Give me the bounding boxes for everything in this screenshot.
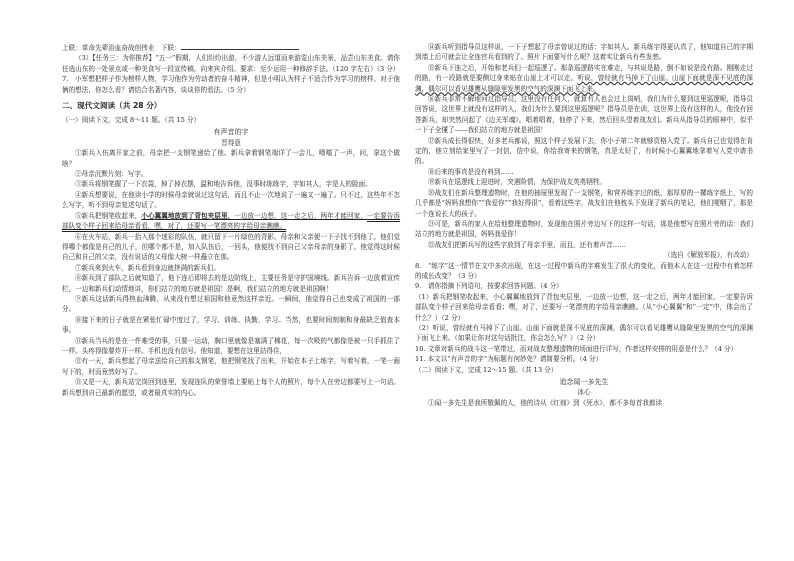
question-9-2: （2）听说，曾经就有马掉下了山崖。山崖下面就是深不见底的深渊，偶尔可以看见雄鹰从缝隙里发黑的空气的深渊下面飞上来。（如果让你对这句话批注，你会怎么写？）（2 分） [415,323,753,343]
paragraph-9: ⑨新兵这话新兵得热血沸腾，从来没有想过祖国和他竟然这样亲近。一瞬间，他觉得自己也变成了祖国的一部分。 [62,294,400,314]
article-source: （选自《解放军报》，有改动） [663,251,753,260]
paragraph-13: ⑬又是一天，新兵站完岗回到连里，发现连队的荣誉墙上要贴上每个人的照片，每个人在旁边都要写上一句话。新兵想到自己最新的愿望，或者最真实的内心。 [62,378,400,397]
paragraph-16: ⑯新兵非常不解地问过指导员，这里没有任何人，就算有人也会过上岗哨，我们为什么要到这里巡逻呢，指导员回答说，这世界上就没有这样的人，我们为什么要到这里巡逻呢？指导员是在训，这世界上没有这样的人，他没有回答新兵，却突然问起了《边关军魂》。唱着唱着，他停了下来，然后回头望着战友们。新兵从指导员的眼神中，似乎一下子全懂了——我们站立的地方就是祖国！ [415,95,753,135]
paragraph-17: ⑰新兵成长得很快，好多老兵都说，照这个样子发展下去，你小子第二年就够资格入党了。新兵自己也觉得在肯定的，他立刻给家里写了一封信，信中说，你给我寄来的钢笔，真是太好了，有时候小心翼翼地拿着写入党申请书的。 [415,136,753,166]
paragraph-12: ⑫有一天，新兵想起了母亲送给自己的那支钢笔，他把钢笔找了出来，开始在本子上练字，写着写着，一笔一画写下的，时而竟然好写了。 [62,357,400,376]
reading-instruction-2: （二）阅读下文，完成 12～15 题。（共 13 分） [415,365,558,374]
paragraph-6: ⑥在火车站，新兵一抬入那个迷彩的队伍，就只留下一片绿色的背影。母亲和父亲便一下子找不到他了。他们觉得哪个都像是自己的儿子，但哪个都不是，加入队伍后，一回头，他便找不到自己父亲母亲的身影了。他觉得这时候自己和自己的父亲，没有说话的父母像大树一样矗立在那。 [62,232,400,262]
paragraph-7: ⑦新兵来到火车，新兵看到身边就挤满的新兵们。 [75,263,221,272]
paragraph-10: ⑩接下来的日子就是在紧张忙碌中度过了，学习、训练、执勤，学习。当然，也要时间刻制和身最缺乏值查本事。 [62,315,400,335]
paragraph-3: ③新兵将钢笔握了一下衣袋，掉了掉衣摆，温和地告诉他，没事时练练字，字如其人，字是人的脸面。 [75,180,372,189]
article-author-2: 冰心 [577,388,591,397]
paragraph-18: ⑱后来的事真是没有料到…… [428,167,514,176]
paragraph-22: ㉒战友们把新兵写的这些字放到了母亲手里，而且，还有着声音…… [428,240,626,249]
right-column [415,42,753,408]
question-9: 9. 请你指摘下列语句，按要求回答问题。（4 分） [415,282,563,291]
paragraph-1: ①新兵入伍离开家之前，母亲把一支钢笔递给了他。新兵拿着钢笔端详了一会儿，嗫嚅了一声，问，拿这个做啥？ [62,149,400,168]
article-title-2: 追念闻一多先生 [559,378,609,386]
p5-underlined: 小心翼翼地放到了背包夹层里， [141,211,235,220]
left-column [62,42,400,398]
reading-instruction: （一）阅读下文，完成 8～11 题。（共 15 分） [62,116,201,125]
question-10: 10. 文章对新兵的战斗这一笔带过，而对战友整理遗物的场面进行详写，作者这样安排的用意是什么？（4 分） [415,344,738,353]
paragraph-2: ②母亲沉默片刻：写字。 [75,170,148,179]
p15-end: 山崖下面就是深不见底的深渊，偶尔可以看见雄鹰从缝隙里发黑的空气的深渊下面飞上来。 [415,74,754,93]
task3-paragraph: （3）【任务三：为你推荐】“五一”假期，人们纷纷出游，不少游人远道而来游览山东美景，品尝山东美食。请你任选山东的一处景点或一种美食写一段宣传稿，向来宾介绍。要求：至少运用一种修辞手法。（120 字左右）（3 分） [62,54,400,73]
question-11: 11. 本文以“有声音的字”为标题有何妙处？请简要分析。（4 分） [415,355,603,364]
p5-end: 一定要告诉部队变个样子回来给母亲看看，嘿，对了，还要写一笔漂亮的字给母亲瞧瞧。 [62,211,401,231]
paragraph-19: ⑲新兵在巡逻线上迎进时，突遇险情，为保护战友英勇牺牲。 [428,178,607,187]
paragraph-11: ⑪新兵当兵的是在一件难受的事，只要一运动，胸口里就像是塞满了棉花，每一次吸的气都像是被一只手抓住了一样。头疼得像要炸开一样。手机也没有信号。他知道，要想在这里站得住， [62,336,400,355]
paragraph-5 [62,211,400,232]
question-8: 8. “练字”这一情节在文中多次出现，在这一过程中新兵的字难发生了很大的变化，而他本人在这一过程中有着怎样的成长改变？（3 分） [415,261,753,280]
p5-middle: 一边放一边想，这一走之后，两年才能回家， [234,211,367,220]
paragraph-4: ④新兵想要说，在他读小学的时候母亲就说过这句话，而且不止一次地说了一遍又一遍了。只不过，这些年不怎么写字，听不到母亲复述句话了。 [62,190,400,210]
article-title: 有声音的字 [213,128,249,137]
paragraph-15 [415,63,753,94]
answer-blank[interactable] [181,42,299,50]
couplet-text: 上联：革命先辈浴血奋战创伟业 下联： [62,44,181,52]
p5-start: ⑤新兵把钢笔收起来， [75,211,142,220]
paragraph-8: ⑧新兵到了部队之后就知道了，他下连后即将去的是边防线上，主要任务是守护国境线。新兵告诉一边放着宣传栏，一边和新兵们动情地讲，你们站立的地方就是祖国！是啊，我们站立的地方就是祖国啊！ [62,274,400,293]
article-author: 晋得意 [221,138,241,147]
p15-start: ⑮新兵下连之后，开始和老兵们一起巡逻了。那条巡逻路实在难走，与其说是路，倒不如说是没有路。刚刚走过的路，有一段路就是要侧过身来贴在山崖上才可以走。 [415,63,753,83]
couplet-line [62,42,400,53]
paragraph-20: ⑳战友们在新兵整理遗物时，在他的抽屉里发现了一支钢笔，和营养练字过的纸，那厚厚的一摞练字纸上，写的几乎都是“妈妈我想你”“我爱你”“我好得很”，看着这些字，战友们在他枕头下发现了新兵的笔记，他们哽咽了，那是一个连说长大的孩子。 [415,188,753,218]
paragraph-21: ㉑可是，新兵的家人在给他整理遗物时，发现他在照片旁边写下的这样一句话，那是他想写在照片旁的话：我们站立的地方就是祖国，妈妈我爱你！ [415,219,753,239]
question-7: 7. 小军想把样子作为榜样人物，学习他作为劳动者的奋斗精神，但是小明认为样子不适合作为学习的榜样。对于他俩的想法，你怎么看？请结合名著内容，谈谈你的看法。（5 分） [62,75,400,94]
article2-paragraph-1: ①闻一多先生是我所敬佩的人，他的诗从《红烛》到《死水》，都不多每首我都读 [428,398,663,407]
question-9-1: （1）新兵把钢笔收起来，小心翼翼地放到了背包夹层里，一边放一边想，这一走之后，两年才能回家，一定要告诉部队变个样子回来给母亲看看；嘿，对了，还要写一笔漂亮的字给母亲瞧瞧。（从“小心翼翼”和“一定”中，体会出了什么？）（2 分） [415,292,753,322]
section-heading: 二、现代文阅读（共 28 分） [62,101,162,111]
paragraph-14: ⑭新兵听到指导员这样说，一下子想起了母亲曾说过的话：字如其人。新兵练字得更认真了，他知道自己的字期到墙上后可就会让全连官兵看到的了。照片下面要写什么呢？这着实让新兵有些发愁。 [415,43,753,62]
p15-underlined: 听说，曾经就有马掉下了山崖。 [577,74,673,83]
